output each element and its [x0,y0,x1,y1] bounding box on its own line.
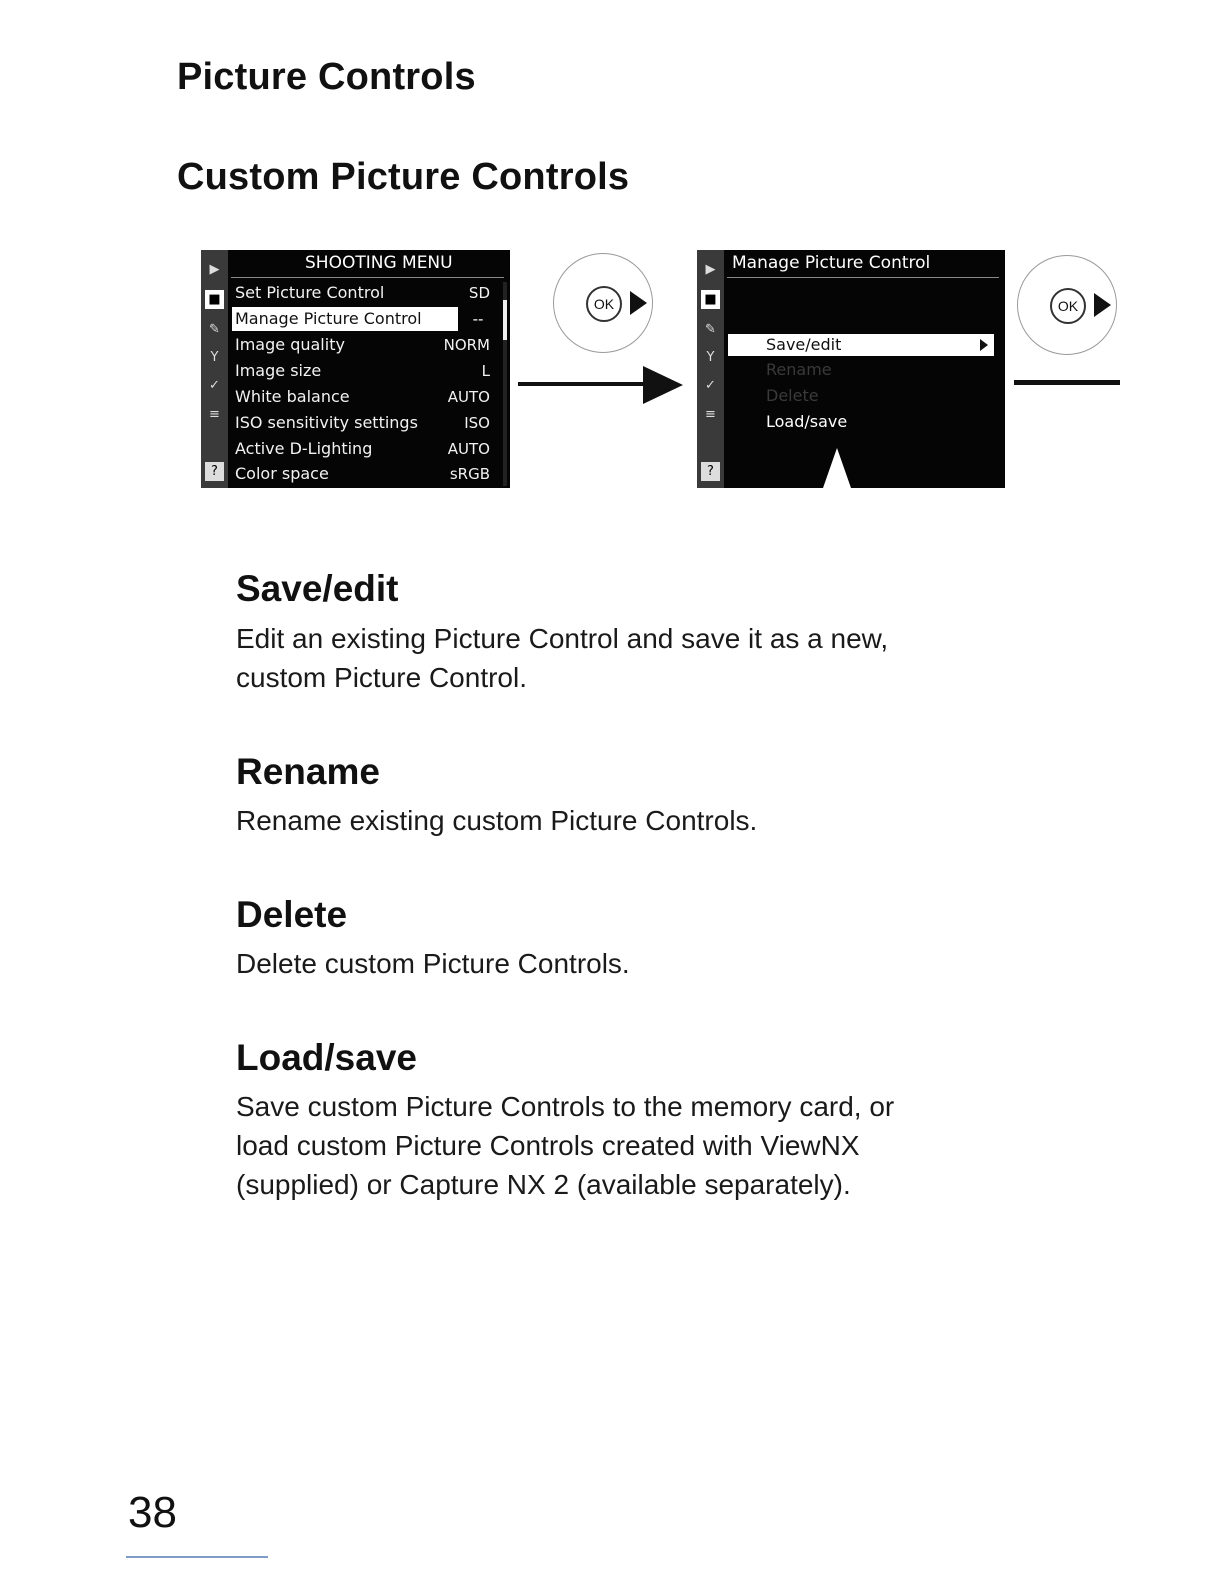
rename-text: Rename existing custom Picture Controls. [236,805,758,836]
title-divider [727,277,999,278]
retouch-icon: ✓ [705,378,716,393]
ok-button-icon: OK [586,286,622,322]
load-save-text-line-2: load custom Picture Controls created with ViewNX [236,1130,860,1161]
camera-icon: ■ [701,290,720,309]
continuation-line [1014,380,1120,385]
menu-item-manage-picture-control[interactable]: Manage Picture Control [232,307,458,331]
menu-title: Manage Picture Control [732,253,931,273]
shooting-menu-screen [201,250,510,488]
flow-arrow-head-icon [643,366,683,404]
menu-item-rename[interactable]: Rename [766,360,832,379]
load-save-text-line-3: (supplied) or Capture NX 2 (available separately). [236,1169,851,1200]
load-save-heading: Load/save [236,1037,417,1078]
menu-item-image-size[interactable]: Image size L [235,361,490,380]
pencil-icon: ✎ [209,322,220,337]
delete-heading: Delete [236,894,348,935]
wrench-icon: Y [210,350,219,365]
menu-item-load-save[interactable]: Load/save [766,412,848,431]
page-title: Picture Controls [177,56,476,98]
recent-settings-icon: ≡ [705,407,716,422]
menu-item-iso-sensitivity[interactable]: ISO sensitivity settings ISO [235,413,490,432]
delete-text: Delete custom Picture Controls. [236,948,630,979]
menu-item-save-edit[interactable]: Save/edit [728,334,994,356]
help-icon: ? [205,462,224,481]
retouch-icon: ✓ [209,378,220,393]
manage-picture-control-screen [697,250,1005,488]
pencil-icon: ✎ [705,322,716,337]
title-divider [231,277,504,278]
save-edit-heading: Save/edit [236,568,399,609]
right-arrow-icon [1094,293,1111,317]
save-edit-text-line-1: Edit an existing Picture Control and save it as a new, [236,623,889,654]
menu-sidebar [201,250,228,488]
menu-item-image-quality[interactable]: Image quality NORM [235,335,490,354]
wrench-icon: Y [706,350,715,365]
page-number-underline [126,1556,268,1558]
camera-icon: ■ [205,290,224,309]
multi-selector-dial [553,253,653,353]
load-save-text-line-1: Save custom Picture Controls to the memory card, or [236,1091,895,1122]
menu-title: SHOOTING MENU [305,253,453,273]
menu-item-delete[interactable]: Delete [766,386,819,405]
playback-icon: ▶ [209,262,220,277]
playback-icon: ▶ [705,262,716,277]
recent-settings-icon: ≡ [209,407,220,422]
submenu-arrow-icon [980,339,988,351]
rename-heading: Rename [236,751,380,792]
menu-scroll-thumb[interactable] [503,300,507,340]
menu-sidebar [697,250,724,488]
menu-item-active-d-lighting[interactable]: Active D-Lighting AUTO [235,439,490,458]
page-number: 38 [128,1488,177,1537]
flow-arrow-line [518,382,648,386]
menu-item-color-space[interactable]: Color space sRGB [235,464,490,483]
pointer-arrow-icon [823,448,851,488]
manage-picture-control-value: -- [472,310,484,328]
save-edit-text-line-2: custom Picture Control. [236,662,527,693]
menu-item-white-balance[interactable]: White balance AUTO [235,387,490,406]
section-title: Custom Picture Controls [177,156,630,198]
right-arrow-icon [630,291,647,315]
help-icon: ? [701,462,720,481]
multi-selector-dial-2 [1017,255,1117,355]
menu-item-set-picture-control[interactable]: Set Picture Control SD [235,283,490,302]
ok-button-icon: OK [1050,288,1086,324]
